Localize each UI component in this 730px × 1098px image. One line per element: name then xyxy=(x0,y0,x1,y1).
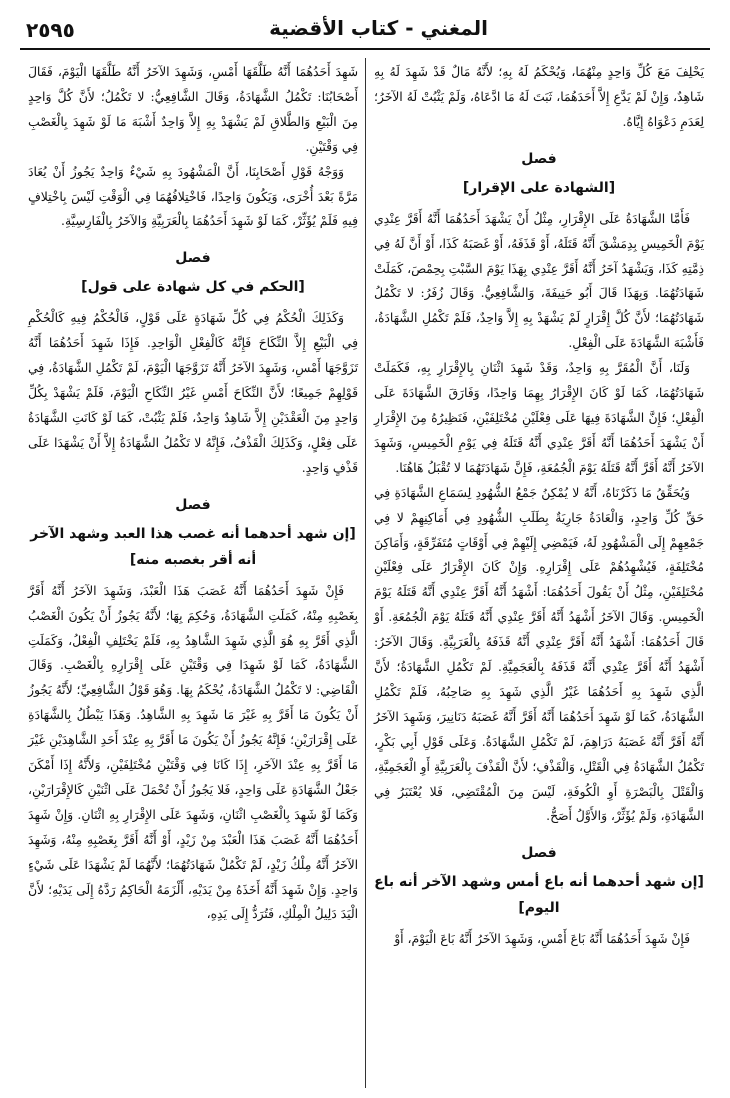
section-marker: فصل xyxy=(175,496,211,513)
running-title: المغني - كتاب الأقضية xyxy=(269,16,488,40)
section-heading: [الشهادة على الإقرار] xyxy=(462,179,616,196)
paragraph: وَلَنَا، أَنَّ الْمُقَرَّ بِهِ وَاحِدٌ، وَقَدْ شَهِدَ اثْنَانِ بِالإِقْرَارِ بِهِ، فَكَمَلَتْ شَهَادَتُهُمَا، كَمَا لَوْ كَانَ الإِقْرَارُ بِهِمَا وَاحِدًا، وَفَارَقَ الشَّهَادَةَ عَلَى الْفِعْلِ؛ فَإِنَّ الشَّهَادَةَ فِيهَا عَلَى فِعْلَيْنِ مُخْتَلِفَيْنِ، فَنَظِيرُهُ مِنَ الإِقْرَارِ أَنْ يَشْهَدَ أَحَدُهُمَا أَنَّهُ أَقَرَّ عِنْدِي أَنَّهُ قَتَلَهُ فِي يَوْمِ الْخَمِيسِ، وَشَهِدَ الآخَرُ أَنَّهُ أَقَرَّ أَنَّهُ قَتَلَهُ يَوْمَ الْجُمُعَةِ، فَإِنَّ شَهَادَتَهُمَا لا تُقْبَلُ هَاهُنَا. xyxy=(374,361,704,475)
paragraph: وَكَذَلِكَ الْحُكْمُ فِي كُلِّ شَهَادَةٍ عَلَى قَوْلٍ، فَالْحُكْمُ فِيهِ كَالْحُكْمِ فِي الْبَيْعِ إِلاَّ النِّكَاحَ فَإِنَّهُ كَالْفِعْلِ الْوَاحِدِ. فَإِذَا شَهِدَ أَحَدُهُمَا أَنَّهُ تَزَوَّجَهَا أَمْسِ، وَشَهِدَ الآخَرُ أَنَّهُ تَزَوَّجَهَا الْيَوْمَ، لَمْ تَكْمُلِ الشَّهَادَةُ، فِي قَوْلِهِمْ جَمِيعًا؛ لأَنَّ النِّكَاحَ أَمْسِ غَيْرُ النِّكَاحِ الْيَوْمَ، فَلَمْ يَشْهَدْ بِكُلِّ وَاحِدٍ مِنَ الْعَقْدَيْنِ إِلاَّ شَاهِدٌ وَاحِدٌ، فَلَمْ يَثْبُتْ، كَمَا لَوْ كَانَتِ الشَّهَادَةُ عَلَى فِعْلٍ، وَكَذَلِكَ الْقَذْفُ، فَإِنَّهُ لا تَكْمُلُ الشَّهَادَةُ إِلاَّ أَنْ يَشْهَدَا عَلَى قَذْفٍ وَاحِدٍ. xyxy=(28,311,358,475)
paragraph: فَإِنْ شَهِدَ أَحَدُهُمَا أَنَّهُ غَصَبَ هَذَا الْعَبْدَ، وَشَهِدَ الآخَرُ أَنَّهُ أَقَرَّ بِغَصْبِهِ مِنْهُ، كَمَلَتِ الشَّهَادَةُ، وَحُكِمَ بِهَا؛ لأَنَّهُ يَجُوزُ أَنْ يَكُونَ الْغَصْبُ الَّذِي أَقَرَّ بِهِ هُوَ الَّذِي شَهِدَ الشَّاهِدُ بِهِ، فَلَمْ يَخْتَلِفِ الْفِعْلُ، وَكَمَلَتِ الشَّهَادَةُ، كَمَا لَوْ شَهِدَا فِي وَقْتَيْنِ عَلَى إِقْرَارِهِ بِالْغَصْبِ. وَقَالَ الْقَاضِي: لا تَكْمُلُ الشَّهَادَةُ، يُحْكَمُ بِهَا. وَهُوَ قَوْلُ الشَّافِعِيِّ؛ لأَنَّهُ يَجُوزُ أَنْ يَكُونَ مَا أَقَرَّ بِهِ غَيْرَ مَا شَهِدَ بِهِ الشَّاهِدُ. وَهَذَا يَبْطُلُ بِالشَّهَادَةِ عَلَى إِقْرَارَيْنِ؛ فَإِنَّهُ يَجُوزُ أَنْ يَكُونَ مَا أَقَرَّ بِهِ عِنْدَ أَحَدِ الشَّاهِدَيْنِ غَيْرَ مَا أَقَرَّ بِهِ عِنْدَ الآخَرِ، إِذَا كَانَا فِي وَقْتَيْنِ مُخْتَلِفَيْنِ، وَلأَنَّهُ إِذَا أَمْكَنَ جَعْلُ الشَّهَادَةِ عَلَى وَاحِدٍ، فَلا يَجُوزُ أَنْ تُحْمَلَ عَلَى اثْنَيْنِ كَالإِقْرَارَيْنِ، وَكَمَا لَوْ شَهِدَ بِالْغَصْبِ اثْنَانِ، وَشَهِدَ عَلَى الإِقْرَارِ بِهِ اثْنَانِ. وَإِنْ شَهِدَ أَحَدُهُمَا أَنَّهُ غَصَبَ هَذَا الْعَبْدَ مِنْ زَيْدٍ، أَوْ أَنَّهُ أَقَرَّ بِغَصْبِهِ مِنْهُ، وَشَهِدَ الآخَرُ أَنَّهُ مِلْكُ زَيْدٍ، لَمْ تَكْمُلْ شَهَادَتُهُمَا؛ لأَنَّهُمَا لَمْ يَشْهَدَا عَلَى شَيْءٍ وَاحِدٍ. وَإِنْ شَهِدَ أَنَّهُ أَخَذَهُ مِنْ يَدَيْهِ، أَلْزَمَهُ الْحَاكِمُ رَدَّهُ إِلَى يَدَيْهِ؛ لأَنَّ الْيَدَ دَلِيلُ الْمِلْكِ، فَتُرَدُّ إِلَى يَدِهِ، xyxy=(28,583,358,922)
section-heading: [إن شهد أحدهما أنه باع أمس وشهد الآخر أنه باع اليوم] xyxy=(374,874,704,917)
section-heading: [إن شهد أحدهما أنه غصب هذا العبد وشهد الآخر أنه أقر بغصبه منه] xyxy=(30,525,356,568)
right-column xyxy=(374,60,704,952)
paragraph: فَأَمَّا الشَّهَادَةُ عَلَى الإِقْرَارِ، مِثْلُ أَنْ يَشْهَدَ أَحَدُهُمَا أَنَّهُ أَقَرَّ عِنْدِي يَوْمَ الْخَمِيسِ بِدِمَشْقَ أَنَّهُ قَتَلَهُ، أَوْ قَذَفَهُ، أَوْ غَصَبَهُ كَذَا، أَوْ أَنَّ لَهُ فِي ذِمَّتِهِ كَذَا، وَيَشْهَدُ آخَرُ أَنَّهُ أَقَرَّ عِنْدِي بِهَذَا يَوْمَ السَّبْتِ بِحِمْصَ، كَمَلَتْ شَهَادَتُهُمَا. وَبِهَذَا قَالَ أَبُو حَنِيفَةَ، وَالشَّافِعِيُّ. وَقَالَ زُفَرُ: لا تَكْمُلُ شَهَادَتُهُمَا؛ لأَنَّ كُلَّ إِقْرَارٍ لَمْ يَشْهَدْ بِهِ إِلاَّ وَاحِدٌ، فَلَمْ تَكْمُلِ الشَّهَادَةُ، فَأَشْبَهَ الشَّهَادَةَ عَلَى الْفِعْلِ. xyxy=(374,211,704,351)
column-divider xyxy=(365,58,366,1088)
paragraph: فَإِنْ شَهِدَ أَحَدُهُمَا أَنَّهُ بَاعَ أَمْسِ، وَشَهِدَ الآخَرُ أَنَّهُ بَاعَ الْيَوْمَ، أَوْ xyxy=(394,932,690,947)
paragraph: وَوَجْهُ قَوْلِ أَصْحَابِنَا، أَنَّ الْمَشْهُودَ بِهِ شَيْءٌ وَاحِدٌ يَجُوزُ أَنْ يُعَادَ مَرَّةً بَعْدَ أُخْرَى، وَيَكُونَ وَاحِدًا، فَاخْتِلافُهُمَا فِي الْوَقْتِ لَيْسَ بِاخْتِلافٍ فِيهِ فَلَمْ يُؤَثِّرْ، كَمَا لَوْ شَهِدَ أَحَدُهُمَا بِالْعَرَبِيَّةِ وَالآخَرُ بِالْفَارِسِيَّةِ. xyxy=(28,164,358,229)
section-heading: [الحكم في كل شهادة على قول] xyxy=(81,279,305,296)
paragraph: شَهِدَ أَحَدُهُمَا أَنَّهُ طَلَّقَهَا أَمْسِ، وَشَهِدَ الآخَرُ أَنَّهُ طَلَّقَهَا الْيَوْمَ، فَقَالَ أَصْحَابُنَا: تَكْمُلُ الشَّهَادَةُ، وَقَالَ الشَّافِعِيُّ: لا تَكْمُلُ؛ لأَنَّ كُلَّ وَاحِدٍ مِنَ الْبَيْعِ وَالطَّلاقِ لَمْ يَشْهَدْ بِهِ إِلاَّ وَاحِدٌ أَشْبَهَ مَا لَوْ شَهِدَ بِالْغَصْبِ فِي وَقْتَيْنِ. xyxy=(28,65,358,154)
left-column xyxy=(28,60,358,927)
paragraph: وَيُحَقِّقُ مَا ذَكَرْنَاهُ، أَنَّهُ لا يُمْكِنُ جَمْعُ الشُّهُودِ لِسَمَاعِ الشَّهَادَةِ فِي حَقِّ كُلِّ وَاحِدٍ، وَالْعَادَةُ جَارِيَةٌ بِطَلَبِ الشُّهُودِ فِي أَمَاكِنِهِمْ لا فِي جَمْعِهِمْ إِلَى الْمَشْهُودِ لَهُ، فَيَمْضِي إِلَيْهِمْ فِي أَوْقَاتٍ مُتَفَرِّقَةٍ، وَأَمَاكِنَ مُخْتَلِفَةٍ، فَيُشْهِدُهُمْ عَلَى إِقْرَارِهِ. وَإِنْ كَانَ الإِقْرَارُ عَلَى فِعْلَيْنِ مُخْتَلِفَيْنِ، مِثْلُ أَنْ يَقُولَ أَحَدُهُمَا: أَشْهَدُ أَنَّهُ أَقَرَّ عِنْدِي أَنَّهُ قَتَلَهُ يَوْمَ الْخَمِيسِ. وَقَالَ الآخَرُ أَشْهَدُ أَنَّهُ أَقَرَّ عِنْدِي أَنَّهُ قَتَلَهُ يَوْمَ الْجُمُعَةِ. أَوْ قَالَ أَحَدُهُمَا: أَشْهَدُ أَنَّهُ أَقَرَّ عِنْدِي أَنَّهُ قَذَفَهُ بِالْعَرَبِيَّةِ. وَقَالَ الآخَرُ: أَشْهَدُ أَنَّهُ أَقَرَّ عِنْدِي أَنَّهُ قَذَفَهُ بِالْعَجَمِيَّةِ. لَمْ تَكْمُلِ الشَّهَادَةُ؛ لأَنَّ الَّذِي شَهِدَ بِهِ أَحَدُهُمَا غَيْرُ الَّذِي شَهِدَ بِهِ صَاحِبُهُ، فَلَمْ تَكْمُلِ الشَّهَادَةُ، كَمَا لَوْ شَهِدَ أَحَدُهُمَا أَنَّهُ أَقَرَّ أَنَّهُ غَصَبَهُ دَنَانِيرَ، وَشَهِدَ الآخَرُ أَنَّهُ أَقَرَّ أَنَّهُ غَصَبَهُ دَرَاهِمَ، لَمْ تَكْمُلِ الشَّهَادَةُ. وَعَلَى قَوْلِ أَبِي بَكْرٍ، تَكْمُلُ الشَّهَادَةُ فِي الْقَتْلِ، وَالْقَذْفِ؛ لأَنَّ الْقَذْفَ بِالْعَرَبِيَّةِ أَوِ الْعَجَمِيَّةِ، وَالْقَتْلَ بِالْبَصْرَةِ أَوِ الْكُوفَةِ، لَيْسَ مِنَ الْمُقْتَضِي، فَلا يُعْتَبَرُ فِي الشَّهَادَةِ، وَلَمْ يُؤَثِّرْ، وَالأَوَّلُ أَصَحُّ. xyxy=(374,485,704,824)
page-number: ٢٥٩٥ xyxy=(26,18,75,42)
page-header xyxy=(20,14,710,50)
section-marker: فصل xyxy=(175,250,211,267)
paragraph: يَحْلِفَ مَعَ كُلِّ وَاحِدٍ مِنْهُمَا، وَيُحْكَمُ لَهُ بِهِ؛ لأَنَّهُ مَالٌ قَدْ شَهِدَ لَهُ بِهِ شَاهِدٌ، وَإِنْ لَمْ يَدَّعِ إِلاَّ أَحَدَهُمَا، ثَبَتَ لَهُ مَا ادَّعَاهُ، وَلَمْ يَثْبُتْ لَهُ الآخَرُ؛ لِعَدَمِ دَعْوَاهُ إِيَّاهُ. xyxy=(374,65,704,129)
section-marker: فصل xyxy=(521,150,557,167)
section-marker: فصل xyxy=(521,845,557,862)
